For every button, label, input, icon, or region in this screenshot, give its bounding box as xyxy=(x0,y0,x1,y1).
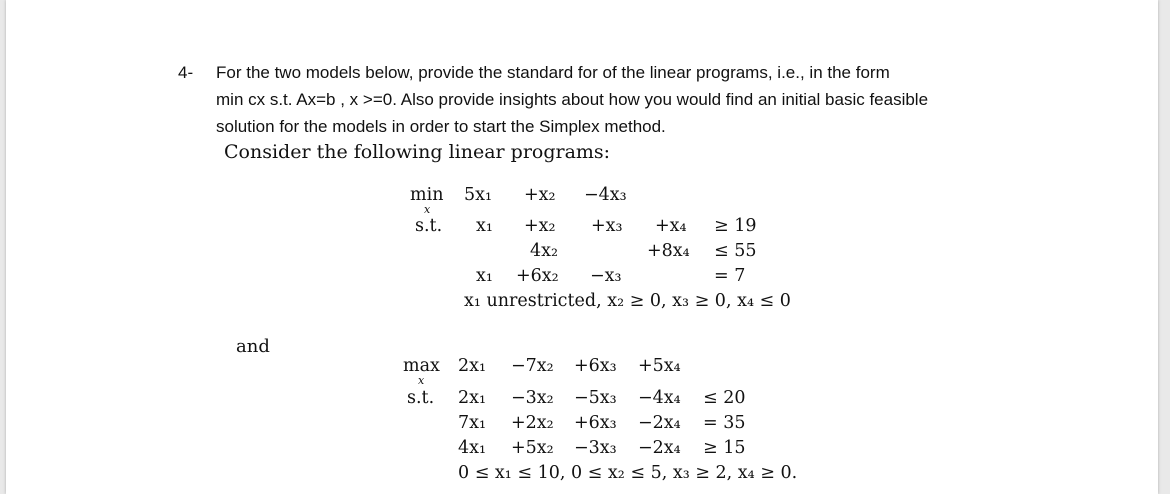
model1-c1-term: +x₃ xyxy=(591,216,623,236)
model1-c3-term: x₁ xyxy=(476,266,493,286)
question-number: 4- xyxy=(178,63,194,82)
model2-c2-term: +2x₂ xyxy=(511,413,554,433)
model2-obj-term: 2x₁ xyxy=(458,356,487,376)
intro-text: Consider the following linear programs: xyxy=(224,141,611,163)
model2-bounds: 0 ≤ x₁ ≤ 10, 0 ≤ x₂ ≤ 5, x₃ ≥ 2, x₄ ≥ 0. xyxy=(458,463,798,483)
question-line-3: solution for the models in order to start the Simplex method. xyxy=(216,117,666,136)
model2-obj-term: +6x₃ xyxy=(574,356,617,376)
model2-c2-term: −2x₄ xyxy=(638,413,681,433)
model1-c2-term: +8x₄ xyxy=(647,241,690,261)
model1-c1-term: +x₄ xyxy=(655,216,687,236)
model1-c1-term: x₁ xyxy=(476,216,493,236)
model1-c2-term: 4x₂ xyxy=(530,241,559,261)
model2-c3-term: 4x₁ xyxy=(458,438,487,458)
model1-sign-constraints: x₁ unrestricted, x₂ ≥ 0, x₃ ≥ 0, x₄ ≤ 0 xyxy=(464,291,791,311)
model2-c1-term: −5x₃ xyxy=(574,388,617,408)
model1-objective-label: min xyxy=(410,185,444,205)
model1-obj-term: −4x₃ xyxy=(584,185,627,205)
model2-objective-var: x xyxy=(418,374,425,387)
model2-c2-rhs: = 35 xyxy=(703,413,746,433)
model2-objective-label: max xyxy=(403,356,440,376)
model2-c1-term: −3x₂ xyxy=(511,388,554,408)
model2-c3-term: −2x₄ xyxy=(638,438,681,458)
model2-c3-term: +5x₂ xyxy=(511,438,554,458)
model1-obj-term: 5x₁ xyxy=(464,185,493,205)
model1-c2-rhs: ≤ 55 xyxy=(714,241,757,261)
model2-obj-term: −7x₂ xyxy=(511,356,554,376)
model2-obj-term: +5x₄ xyxy=(638,356,681,376)
model1-c3-rhs: = 7 xyxy=(714,266,746,286)
model1-st-label: s.t. xyxy=(415,216,443,236)
model2-c2-term: 7x₁ xyxy=(458,413,487,433)
question-line-1: For the two models below, provide the standard for of the linear programs, i.e., in the form xyxy=(216,63,890,82)
model1-c1-term: +x₂ xyxy=(524,216,556,236)
model2-st-label: s.t. xyxy=(407,388,435,408)
model1-c1-rhs: ≥ 19 xyxy=(714,216,757,236)
model1-c3-term: +6x₂ xyxy=(516,266,559,286)
model2-c1-term: 2x₁ xyxy=(458,388,487,408)
model2-c3-term: −3x₃ xyxy=(574,438,617,458)
model1-c3-term: −x₃ xyxy=(590,266,622,286)
document-page xyxy=(6,0,1158,494)
model2-c1-term: −4x₄ xyxy=(638,388,681,408)
model2-c3-rhs: ≥ 15 xyxy=(703,438,746,458)
model2-c2-term: +6x₃ xyxy=(574,413,617,433)
model1-obj-term: +x₂ xyxy=(524,185,556,205)
and-label: and xyxy=(236,336,270,357)
question-line-2: min cx s.t. Ax=b , x >=0. Also provide insights about how you would find an initial basic feasible xyxy=(216,90,929,109)
model2-c1-rhs: ≤ 20 xyxy=(703,388,746,408)
model1-objective-var: x xyxy=(424,203,431,216)
